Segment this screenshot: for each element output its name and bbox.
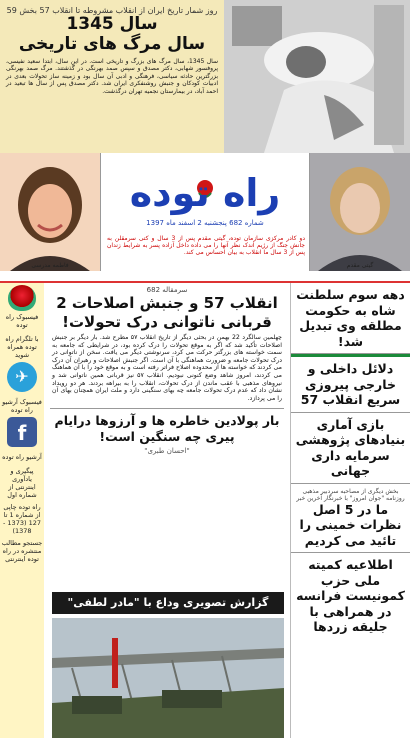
right-article-3[interactable] [291,413,410,484]
right-article-4[interactable] [291,484,410,554]
right-headline-2[interactable]: دلائل داخلی و خارجی پیروزی سریع انقلاب 57 [300,361,401,407]
right-headline-4[interactable]: ما در 5 اصل نظرات خمینی را تائید می کردیم [299,501,402,548]
portrait-right-art [310,153,410,271]
history-year: سال 1345 [66,14,158,34]
editorial-category: سرمقاله 682 [146,286,188,294]
portrait-left-art [0,153,100,271]
sidebar-item-print-archive[interactable]: راه توده چاپی از شماره 1 تا 127 (1373 - 1378) [3,503,41,535]
portrait-left [0,153,100,271]
caption-right: گیتی مقدم [346,262,374,269]
telegram-icon[interactable]: ✈ [7,362,37,392]
history-kicker: روز شمار تاریخ ایران از انقلاب مشروطه تا انقلاب 57 بخش 59 [6,6,218,15]
masthead-logo[interactable]: راه توده [129,171,281,215]
rose-icon [8,285,36,311]
poem-headline[interactable]: بار پولادین خاطره ها و آرزوها درایام پیری چه سنگین است! [54,413,280,445]
photo-report-bar[interactable]: گزارش تصویری وداع با "مادر لطفی" [52,592,284,614]
section-divider [0,271,410,283]
sidebar-item-facebook[interactable]: فیسبوک راه توده [5,313,39,329]
right-headline-5[interactable]: اطلاعیه کمیته ملی حزب کمونیست فرانسه در همراهی با جلیقه زردها [296,557,405,634]
right-column [290,283,410,738]
military-photo-art [52,618,284,738]
masthead-summary: دو کادر مرکزی سازمان توده، گیتی مقدم پس از 3 سال و کتی سرمقلن به جانش جنگ از رژیم اندک نظر آنها را می داده داخل آزاده پسر به شرایط زندان پس از 3 سال ما انقلاب به بیان احساس می کند. [107,235,306,256]
right-article-2[interactable] [291,357,410,413]
sidebar-item-facebook-archive[interactable]: فیسبوک آرشیو راه توده [2,398,42,414]
sidebar [0,283,44,738]
sidebar-item-telegram-label[interactable]: با تلگرام راه توده همراه شوید [5,335,39,359]
right-article-1[interactable] [291,283,410,354]
history-headline[interactable]: سال مرگ های تاریخی [18,34,206,54]
portrait-right [310,153,410,271]
history-lead: سال 1345، سال مرگ های بزرگ و تاریخی است. در این سال، ابتدا سعید نفیسی، پروفسور شهابی، دکتر مصدق و سپس صمد بهرنگی در گذشتند. مرگ صمد بهرنگی بزرگترین حادثه سیاسی، فرهنگی و ادبی آن سال بود و زمینه ساز تحولات بعدی در ادبیات کودکان و جنبش روشنفکری ایران شد. دکتر مصدق پس از سال ها تبعید در احمد آباد، در بیمارستان نجمیه تهران درگذشت. [6,58,218,95]
hospital-photo-art [224,0,410,153]
poem-author: "احسان طبری" [144,447,190,456]
sidebar-item-online-archive[interactable]: اینترنتی از شماره اول [7,483,37,499]
right-kicker-4: بخش دیگری از مصاحبه سردبیر مذهبی روزنامه "جوان امروز" با خبرنگار آخرین خبر [296,487,405,502]
sidebar-item-archive[interactable]: آرشیو راه توده [2,453,42,461]
hospital-photo [224,0,410,153]
caption-left: فاطمه مدرسی [31,262,69,269]
right-article-5[interactable] [291,553,410,639]
sidebar-item-search[interactable]: جستجو مطالب منتشره در راه توده اینترنتی [1,539,43,563]
history-article[interactable] [0,0,224,153]
editorial-body: چهلمین سالگرد 22 بهمن در بحثی دیگر از تاریخ انقلاب ۵۷ مطرح شد. بار دیگر بر جنبش اصلاحات تأکید شد که اگر به موقع تحولات را درک کرده بود، در شرایطی که جامعه به سمت خواسته های بزرگتر حرکت می کرد، سرنوشتی دیگر می یافت. سخن از ناتوانی در درک تحولات جامعه و ضرورت هماهنگی با آن است. اگر جنبش اصلاحات و رهبران آن درک می کردند که خواسته ها از محدوده اصلاح فراتر رفته است و به موقع خود را با آن هماهنگ می کردند، امروز شاهد وضع کنونی نبودیم. انقلاب ۵۷ نیز قربانی همین ناتوانی شد و نیروهای مذهبی با عقب ماندن از درک تحولات، انقلاب را به بیراهه بردند. هر دو رویداد نشان داد که عدم درک تحولات جامعه چه بهای سنگینی دارد و ملت ایران همچنان بهای آن را می پردازد. [52,334,283,402]
editorial-divider [50,408,284,409]
sidebar-item-followup[interactable]: پیگیری و یادآوری [10,467,34,483]
right-headline-3[interactable]: بازی آماری بنیادهای پژوهشی سرمایه داری جهانی [295,416,406,478]
right-headline-1[interactable]: دهه سوم سلطنت شاه به حکومت مطلقه وی تبدیل شد! [296,287,405,349]
issue-line: شماره 682 پنجشنبه 2 اسفند ماه 1397 [146,219,264,227]
military-photo [52,618,284,738]
facebook-icon[interactable]: f [7,417,37,447]
editorial-headline[interactable]: انقلاب 57 و جنبش اصلاحات 2 قربانی ناتوانی درک تحولات! [56,294,278,331]
masthead-logo-box[interactable] [100,153,310,271]
